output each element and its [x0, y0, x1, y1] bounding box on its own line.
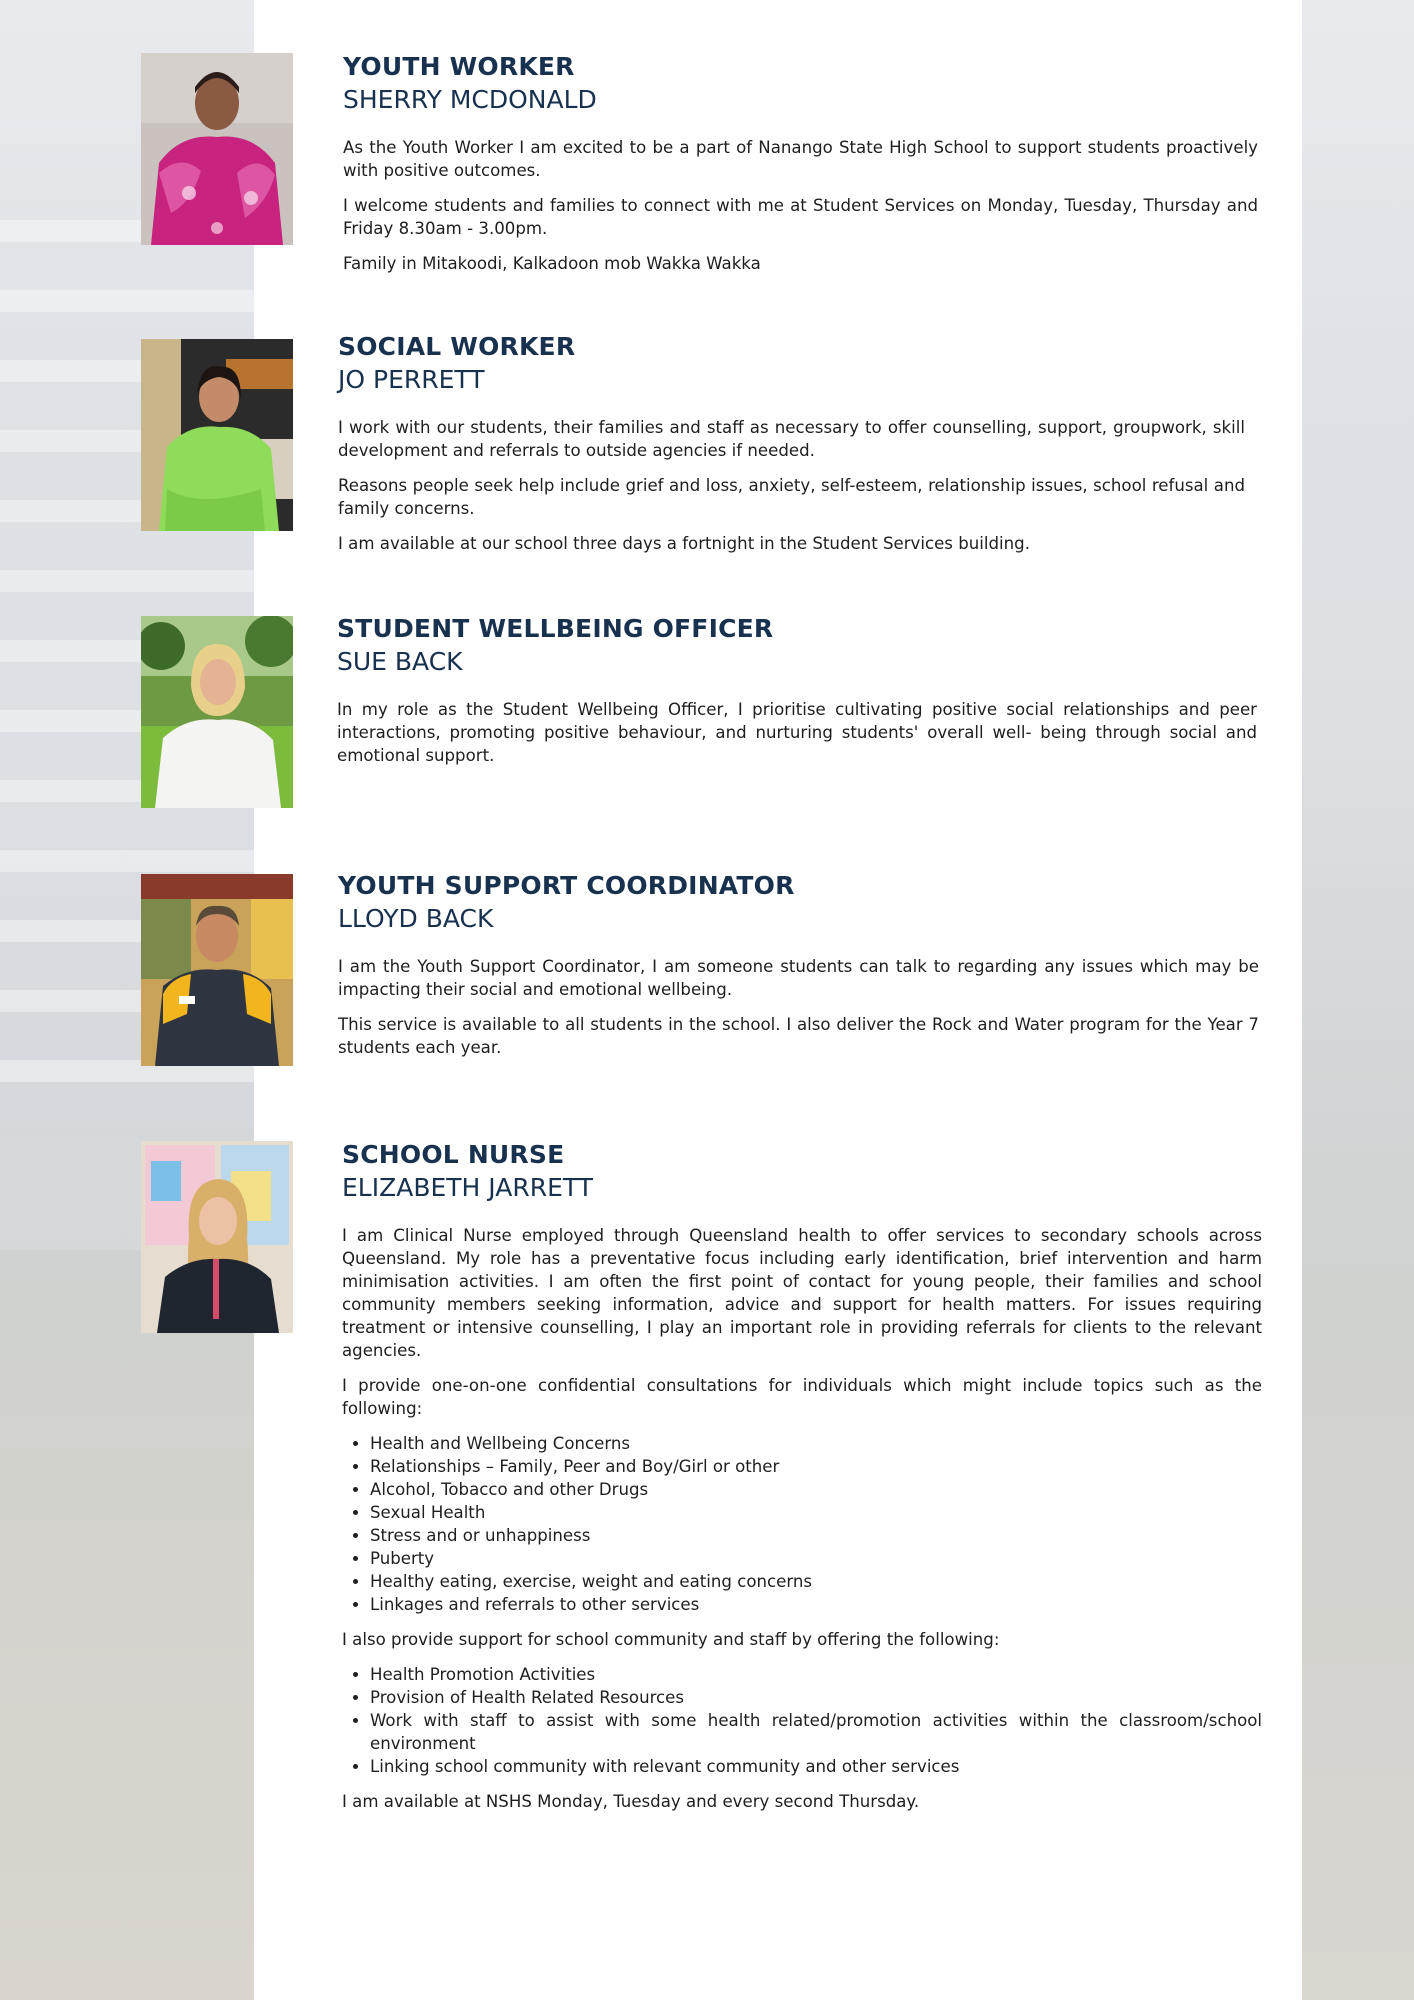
role-title: SCHOOL NURSE	[342, 1140, 565, 1169]
role-title: STUDENT WELLBEING OFFICER	[337, 614, 774, 643]
staff-name: JO PERRETT	[338, 365, 485, 394]
list-item: • Healthy eating, exercise, weight and eating concerns	[370, 1570, 1262, 1593]
paragraph: I am the Youth Support Coordinator, I am someone students can talk to regarding any issues which may be impacting their social and emotional wellbeing.	[338, 957, 1259, 999]
paragraph: Reasons people seek help include grief and loss, anxiety, self-esteem, relationship issues, school refusal and family concerns.	[338, 476, 1245, 518]
list-item: • Provision of Health Related Resources	[370, 1686, 1262, 1709]
paragraph: I am Clinical Nurse employed through Queensland health to offer services to secondary schools across Queensland. My role has a preventative focus including early identification, brief intervention and harm minimisation activities. I am often the first point of contact for young people, their families and school community members seeking information, advice and support for health matters. For issues requiring treatment or intensive counselling, I play an important role in providing referrals for clients to the relevant agencies.	[342, 1226, 1262, 1360]
role-title: YOUTH WORKER	[343, 52, 575, 81]
paragraph: As the Youth Worker I am excited to be a part of Nanango State High School to support students proactively with positive outcomes.	[343, 138, 1258, 180]
section-youth-worker	[343, 52, 1258, 275]
section-youth-support-coordinator	[338, 871, 1259, 1059]
list-item: • Relationships – Family, Peer and Boy/Girl or other	[370, 1455, 1262, 1478]
paragraph: I am available at our school three days a fortnight in the Student Services building.	[338, 534, 1030, 553]
list-item: • Alcohol, Tobacco and other Drugs	[370, 1478, 1262, 1501]
background-trees	[1302, 600, 1414, 2000]
section-school-nurse	[342, 1140, 1262, 1813]
staff-name: SUE BACK	[337, 647, 463, 676]
community-support-list	[342, 1663, 1262, 1778]
list-item: • Linking school community with relevant community and other services	[370, 1755, 1262, 1778]
list-item: • Linkages and referrals to other services	[370, 1593, 1262, 1616]
list-item: • Stress and or unhappiness	[370, 1524, 1262, 1547]
list-item: • Sexual Health	[370, 1501, 1262, 1524]
paragraph: I am available at NSHS Monday, Tuesday and every second Thursday.	[342, 1792, 920, 1811]
photo-jo-perrett	[141, 339, 293, 531]
staff-name: LLOYD BACK	[338, 904, 494, 933]
role-title: YOUTH SUPPORT COORDINATOR	[338, 871, 795, 900]
staff-name: ELIZABETH JARRETT	[342, 1173, 593, 1202]
section-student-wellbeing-officer	[337, 614, 1257, 767]
paragraph: I work with our students, their families and staff as necessary to offer counselling, support, groupwork, skill development and referrals to outside agencies if needed.	[338, 418, 1245, 460]
list-item: • Work with staff to assist with some health related/promotion activities within the classroom/school environment	[370, 1709, 1262, 1755]
list-item: • Health Promotion Activities	[370, 1663, 1262, 1686]
section-social-worker	[338, 332, 1245, 555]
photo-lloyd-back	[141, 874, 293, 1066]
paragraph: In my role as the Student Wellbeing Officer, I prioritise cultivating positive social relationships and peer interactions, promoting positive behaviour, and nurturing students' overall well- being through social and emotional support.	[337, 700, 1257, 765]
staff-name: SHERRY MCDONALD	[343, 85, 597, 114]
paragraph: I also provide support for school community and staff by offering the following:	[342, 1630, 1000, 1649]
consultation-topics-list	[342, 1432, 1262, 1616]
background-garden	[0, 1250, 254, 2000]
paragraph: This service is available to all students in the school. I also deliver the Rock and Water program for the Year 7 students each year.	[338, 1015, 1259, 1057]
photo-sherry-mcdonald	[141, 53, 293, 245]
paragraph: I provide one-on-one confidential consultations for individuals which might include topics such as the following:	[342, 1376, 1262, 1418]
photo-elizabeth-jarrett	[141, 1141, 293, 1333]
paragraph: I welcome students and families to connect with me at Student Services on Monday, Tuesday, Thursday and Friday 8.30am - 3.00pm.	[343, 196, 1258, 238]
photo-sue-back	[141, 616, 293, 808]
list-item: • Puberty	[370, 1547, 1262, 1570]
list-item: • Health and Wellbeing Concerns	[370, 1432, 1262, 1455]
role-title: SOCIAL WORKER	[338, 332, 576, 361]
paragraph: Family in Mitakoodi, Kalkadoon mob Wakka Wakka	[343, 254, 761, 273]
